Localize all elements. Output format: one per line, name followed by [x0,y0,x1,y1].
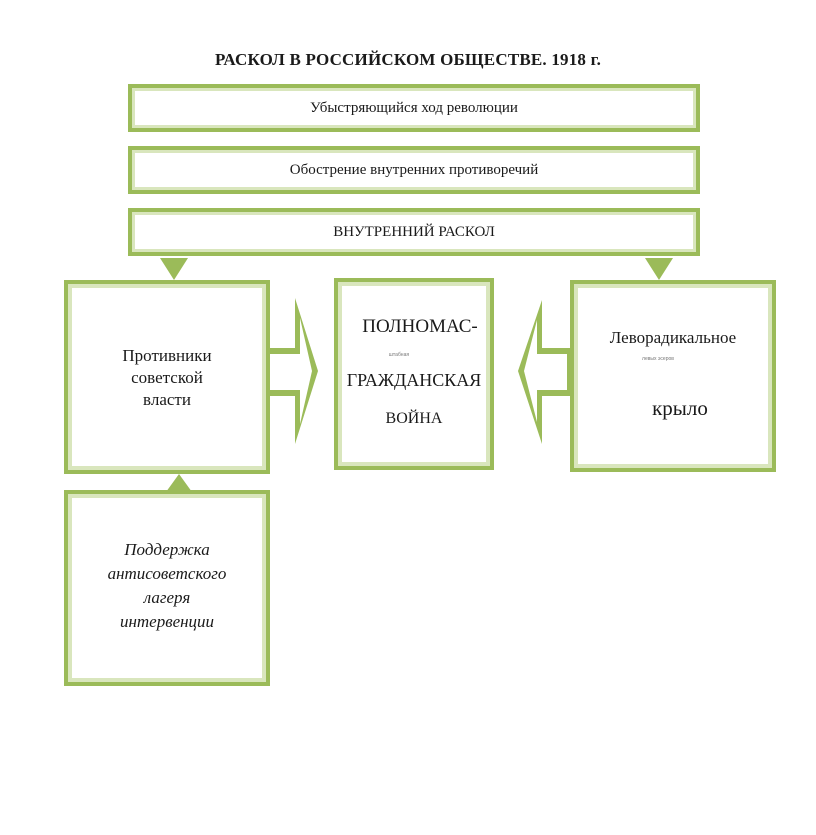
left-radical-tiny-text: левых эсеров [642,356,674,362]
intervention-label-3: лагеря [143,588,191,607]
box-civil-war [334,278,494,470]
box-left-radical-wing [570,280,776,472]
left-radical-label-1: Леворадикальное [609,328,737,347]
civil-war-label-1: ПОЛНОМАС- [362,316,478,337]
opponents-label-3: власти [143,390,191,409]
arrow-down-right [645,258,673,280]
intervention-label-4: интервенции [119,612,215,631]
intervention-label-2: антисоветского [107,564,227,583]
bar-accelerating-revolution-label: Убыстряющийся ход революции [310,99,518,116]
box-intervention-support [64,490,270,686]
bar-internal-contradictions-label: Обострение внутренних противоречий [289,161,539,178]
civil-war-label-3: ВОЙНА [385,410,443,427]
civil-war-label-2: ГРАЖДАНСКАЯ [346,370,482,390]
opponents-label-2: советской [131,368,203,387]
civil-war-tiny-text: штабная [388,352,410,358]
diagram-title: РАСКОЛ В РОССИЙСКОМ ОБЩЕСТВЕ. 1918 г. [214,50,602,69]
bar-internal-split-label: ВНУТРЕННИЙ РАСКОЛ [333,223,495,240]
arrow-down-left [160,258,188,280]
box-opponents-soviet-power [64,280,270,474]
arrow-left-block [518,300,572,444]
left-radical-label-2: крыло [652,396,708,420]
intervention-label-1: Поддержка [124,540,210,559]
opponents-label-1: Противники [122,346,212,365]
arrow-right-block [265,298,318,444]
